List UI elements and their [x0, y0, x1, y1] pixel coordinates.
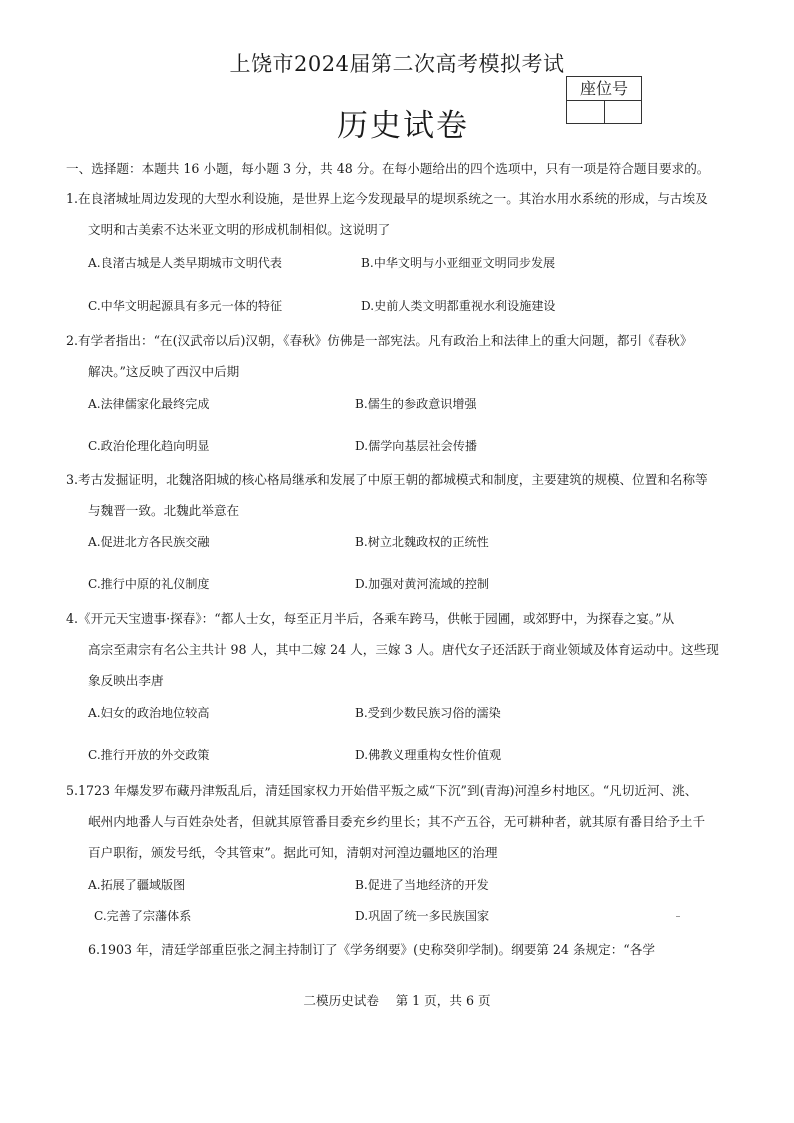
question-4-option-d: D.佛教义理重构女性价值观: [355, 748, 502, 762]
question-4-line-3: 象反映出李唐: [88, 673, 164, 688]
question-5-line-3: 百户职衔，颁发号纸，令其管束”。据此可知，清朝对河湟边疆地区的治理: [88, 845, 498, 860]
section-instructions: 一、选择题：本题共 16 小题，每小题 3 分，共 48 分。在每小题给出的四个选项中，只有一项是符合题目要求的。: [66, 161, 710, 176]
question-2-line-1: 2.有学者指出：“在(汉武帝以后)汉朝，《春秋》仿佛是一部宪法。凡有政治上和法律上的重大问题，都引《春秋》: [66, 333, 693, 348]
question-5-option-b: B.促进了当地经济的开发: [355, 878, 489, 892]
question-3-option-c: C.推行中原的礼仪制度: [88, 577, 210, 591]
question-3-option-b: B.树立北魏政权的正统性: [355, 535, 489, 549]
question-2-option-a: A.法律儒家化最终完成: [88, 397, 210, 411]
question-3-line-1: 3.考古发掘证明，北魏洛阳城的核心格局继承和发展了中原王朝的都城模式和制度，主要建筑的规模、位置和名称等: [66, 472, 708, 487]
question-2-line-2: 解决。”这反映了西汉中后期: [88, 364, 240, 379]
question-1-option-d: D.史前人类文明都重视水利设施建设: [361, 299, 556, 313]
question-3-option-a: A.促进北方各民族交融: [88, 535, 210, 549]
question-4-option-c: C.推行开放的外交政策: [88, 748, 210, 762]
question-5-option-a: A.拓展了疆域版图: [88, 878, 186, 892]
question-4-option-a: A.妇女的政治地位较高: [88, 706, 210, 720]
seat-number-label: 座位号: [567, 77, 641, 101]
question-1-option-c: C.中华文明起源具有多元一体的特征: [88, 299, 283, 313]
question-1-option-a: A.良渚古城是人类早期城市文明代表: [88, 256, 282, 270]
question-4-option-b: B.受到少数民族习俗的濡染: [355, 706, 501, 720]
question-5-line-1: 5.1723 年爆发罗布藏丹津叛乱后，清廷国家权力开始借平叛之威“下沉”到(青海)河湟乡村地区。“凡切近河、洮、: [66, 783, 698, 798]
question-4-line-1: 4.《开元天宝遗事·探春》：“都人士女，每至正月半后，各乘车跨马，供帐于园圃，或郊野中，为探春之宴。”从: [66, 611, 675, 626]
seat-number-box: [566, 76, 642, 124]
question-6-line-1: 6.1903 年，清廷学部重臣张之洞主持制订了《学务纲要》(史称癸卯学制)。纲要第 24 条规定：“各学: [88, 942, 655, 957]
page-footer: 二模历史试卷 第 1 页，共 6 页: [303, 993, 491, 1008]
question-4-line-2: 高宗至肃宗有名公主共计 98 人，其中二嫁 24 人，三嫁 3 人。唐代女子还活跃于商业领域及体育运动中。这些现: [88, 642, 719, 657]
exam-subject: 历史试卷: [337, 108, 469, 144]
question-1-option-b: B.中华文明与小亚细亚文明同步发展: [361, 256, 556, 270]
question-1-line-1: 1.在良渚城址周边发现的大型水利设施，是世界上迄今发现最早的堤坝系统之一。其治水用水系统的形成，与古埃及: [66, 191, 708, 206]
question-3-line-2: 与魏晋一致。北魏此举意在: [88, 503, 240, 518]
question-2-option-b: B.儒生的参政意识增强: [355, 397, 477, 411]
exam-title: 上饶市2024届第二次高考模拟考试: [229, 52, 565, 76]
question-2-option-c: C.政治伦理化趋向明显: [88, 439, 210, 453]
question-5-option-c: C.完善了宗藩体系: [94, 909, 192, 923]
question-2-option-d: D.儒学向基层社会传播: [355, 439, 477, 453]
scan-mark: [676, 916, 680, 917]
question-5-option-d: D.巩固了统一多民族国家: [355, 909, 490, 923]
question-5-line-2: 岷州内地番人与百姓杂处者，但就其原管番目委充乡约里长；其不产五谷，无可耕种者，就其原有番目给予土千: [88, 814, 706, 829]
question-3-option-d: D.加强对黄河流域的控制: [355, 577, 490, 591]
question-1-line-2: 文明和古美索不达米亚文明的形成机制相似。这说明了: [88, 222, 391, 237]
seat-number-cell: [567, 101, 605, 124]
